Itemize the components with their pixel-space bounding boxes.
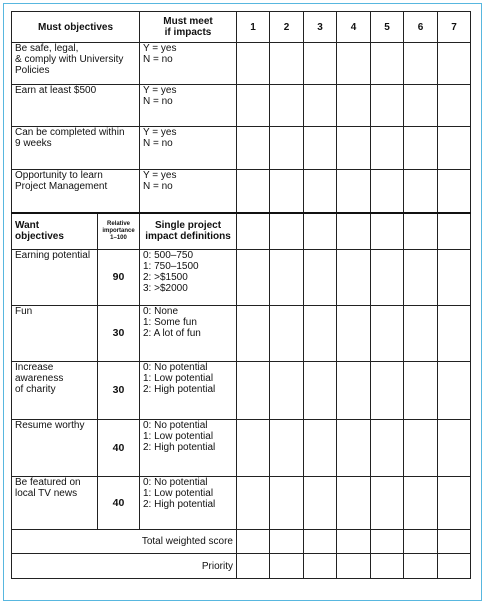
score-cell[interactable] <box>404 213 438 250</box>
score-cell[interactable] <box>404 420 438 477</box>
want-objectives-header: Want objectives <box>12 213 98 250</box>
score-cell[interactable] <box>270 250 304 306</box>
must-impact-cell: Y = yes N = no <box>140 43 237 85</box>
score-cell[interactable] <box>438 554 471 579</box>
score-cell[interactable] <box>270 85 304 127</box>
score-cell[interactable] <box>337 213 371 250</box>
score-cell[interactable] <box>371 85 404 127</box>
importance-value: 90 <box>98 250 140 306</box>
must-impact-cell: Y = yes N = no <box>140 127 237 170</box>
score-cell[interactable] <box>270 213 304 250</box>
score-cell[interactable] <box>371 554 404 579</box>
score-cell[interactable] <box>237 477 270 530</box>
score-cell[interactable] <box>404 362 438 420</box>
score-cell[interactable] <box>371 306 404 362</box>
score-cell[interactable] <box>304 170 337 213</box>
must-row <box>12 85 471 127</box>
score-cell[interactable] <box>304 43 337 85</box>
score-cell[interactable] <box>438 127 471 170</box>
score-cell[interactable] <box>237 420 270 477</box>
score-cell[interactable] <box>337 420 371 477</box>
score-cell[interactable] <box>270 306 304 362</box>
score-cell[interactable] <box>270 170 304 213</box>
score-cell[interactable] <box>438 170 471 213</box>
score-cell[interactable] <box>270 530 304 554</box>
score-cell[interactable] <box>337 477 371 530</box>
score-cell[interactable] <box>438 420 471 477</box>
score-cell[interactable] <box>371 362 404 420</box>
score-cell[interactable] <box>404 43 438 85</box>
score-cell[interactable] <box>404 85 438 127</box>
score-cell[interactable] <box>371 250 404 306</box>
score-cell[interactable] <box>304 127 337 170</box>
impact-definitions-cell: 0: No potential 1: Low potential 2: High potential <box>140 420 237 477</box>
score-cell[interactable] <box>438 477 471 530</box>
total-weighted-score-label: Total weighted score <box>12 530 237 554</box>
score-cell[interactable] <box>237 530 270 554</box>
must-meet-header: Must meet if impacts <box>140 12 237 43</box>
score-cell[interactable] <box>304 213 337 250</box>
score-cell[interactable] <box>337 362 371 420</box>
column-header-6: 6 <box>404 12 438 43</box>
impact-definitions-cell: 0: 500–750 1: 750–1500 2: >$1500 3: >$2000 <box>140 250 237 306</box>
score-cell[interactable] <box>438 43 471 85</box>
score-cell[interactable] <box>438 85 471 127</box>
score-cell[interactable] <box>304 306 337 362</box>
score-cell[interactable] <box>304 420 337 477</box>
want-objective-cell: Resume worthy <box>12 420 98 477</box>
impact-definitions-cell: 0: None 1: Some fun 2: A lot of fun <box>140 306 237 362</box>
score-cell[interactable] <box>337 250 371 306</box>
impact-definitions-cell: 0: No potential 1: Low potential 2: High potential <box>140 362 237 420</box>
must-objective-cell: Earn at least $500 <box>12 85 140 127</box>
importance-value: 40 <box>98 477 140 530</box>
must-objective-cell: Can be completed within 9 weeks <box>12 127 140 170</box>
impact-definitions-cell: 0: No potential 1: Low potential 2: High potential <box>140 477 237 530</box>
want-header-row <box>12 213 471 250</box>
column-header-1: 1 <box>237 12 270 43</box>
score-cell[interactable] <box>270 43 304 85</box>
column-header-4: 4 <box>337 12 371 43</box>
score-cell[interactable] <box>237 250 270 306</box>
column-header-3: 3 <box>304 12 337 43</box>
must-row <box>12 170 471 213</box>
score-cell[interactable] <box>371 420 404 477</box>
must-objective-cell: Be safe, legal, & comply with University Policies <box>12 43 140 85</box>
column-header-5: 5 <box>371 12 404 43</box>
score-cell[interactable] <box>304 554 337 579</box>
score-cell[interactable] <box>438 530 471 554</box>
must-impact-cell: Y = yes N = no <box>140 170 237 213</box>
importance-value: 30 <box>98 306 140 362</box>
score-cell[interactable] <box>270 362 304 420</box>
score-cell[interactable] <box>371 530 404 554</box>
score-cell[interactable] <box>438 362 471 420</box>
want-objective-cell: Fun <box>12 306 98 362</box>
column-header-2: 2 <box>270 12 304 43</box>
want-row <box>12 250 471 306</box>
importance-value: 40 <box>98 420 140 477</box>
importance-value: 30 <box>98 362 140 420</box>
score-cell[interactable] <box>371 170 404 213</box>
must-row <box>12 43 471 85</box>
score-cell[interactable] <box>404 530 438 554</box>
must-impact-cell: Y = yes N = no <box>140 85 237 127</box>
score-cell[interactable] <box>270 554 304 579</box>
want-row <box>12 362 471 420</box>
score-cell[interactable] <box>237 213 270 250</box>
score-cell[interactable] <box>237 554 270 579</box>
relative-importance-header: Relative importance 1–100 <box>98 213 140 250</box>
score-cell[interactable] <box>337 85 371 127</box>
priority-row <box>12 554 471 579</box>
score-cell[interactable] <box>237 43 270 85</box>
score-cell[interactable] <box>438 250 471 306</box>
score-cell[interactable] <box>237 85 270 127</box>
score-cell[interactable] <box>337 127 371 170</box>
score-cell[interactable] <box>404 477 438 530</box>
score-cell[interactable] <box>270 420 304 477</box>
score-cell[interactable] <box>304 530 337 554</box>
score-cell[interactable] <box>337 530 371 554</box>
score-cell[interactable] <box>404 250 438 306</box>
score-cell[interactable] <box>404 170 438 213</box>
score-cell[interactable] <box>337 306 371 362</box>
want-objective-cell: Be featured on local TV news <box>12 477 98 530</box>
score-cell[interactable] <box>371 43 404 85</box>
score-cell[interactable] <box>438 306 471 362</box>
want-objective-cell: Earning potential <box>12 250 98 306</box>
score-cell[interactable] <box>404 127 438 170</box>
score-cell[interactable] <box>371 127 404 170</box>
priority-label: Priority <box>12 554 237 579</box>
score-cell[interactable] <box>337 554 371 579</box>
score-cell[interactable] <box>304 85 337 127</box>
score-cell[interactable] <box>304 362 337 420</box>
score-cell[interactable] <box>237 306 270 362</box>
score-cell[interactable] <box>270 477 304 530</box>
score-cell[interactable] <box>337 170 371 213</box>
score-cell[interactable] <box>304 477 337 530</box>
header-row <box>12 12 471 43</box>
project-screening-matrix <box>11 11 471 579</box>
want-row <box>12 306 471 362</box>
score-cell[interactable] <box>404 306 438 362</box>
score-cell[interactable] <box>371 477 404 530</box>
score-cell[interactable] <box>237 362 270 420</box>
score-cell[interactable] <box>237 170 270 213</box>
column-header-7: 7 <box>438 12 471 43</box>
want-row <box>12 477 471 530</box>
score-cell[interactable] <box>337 43 371 85</box>
must-row <box>12 127 471 170</box>
must-objectives-header: Must objectives <box>12 12 140 43</box>
must-objective-cell: Opportunity to learn Project Management <box>12 170 140 213</box>
impact-definitions-header: Single project impact definitions <box>140 213 237 250</box>
score-cell[interactable] <box>438 213 471 250</box>
score-cell[interactable] <box>404 554 438 579</box>
score-cell[interactable] <box>304 250 337 306</box>
total-row <box>12 530 471 554</box>
score-cell[interactable] <box>371 213 404 250</box>
want-objective-cell: Increase awareness of charity <box>12 362 98 420</box>
want-row <box>12 420 471 477</box>
score-cell[interactable] <box>270 127 304 170</box>
score-cell[interactable] <box>237 127 270 170</box>
